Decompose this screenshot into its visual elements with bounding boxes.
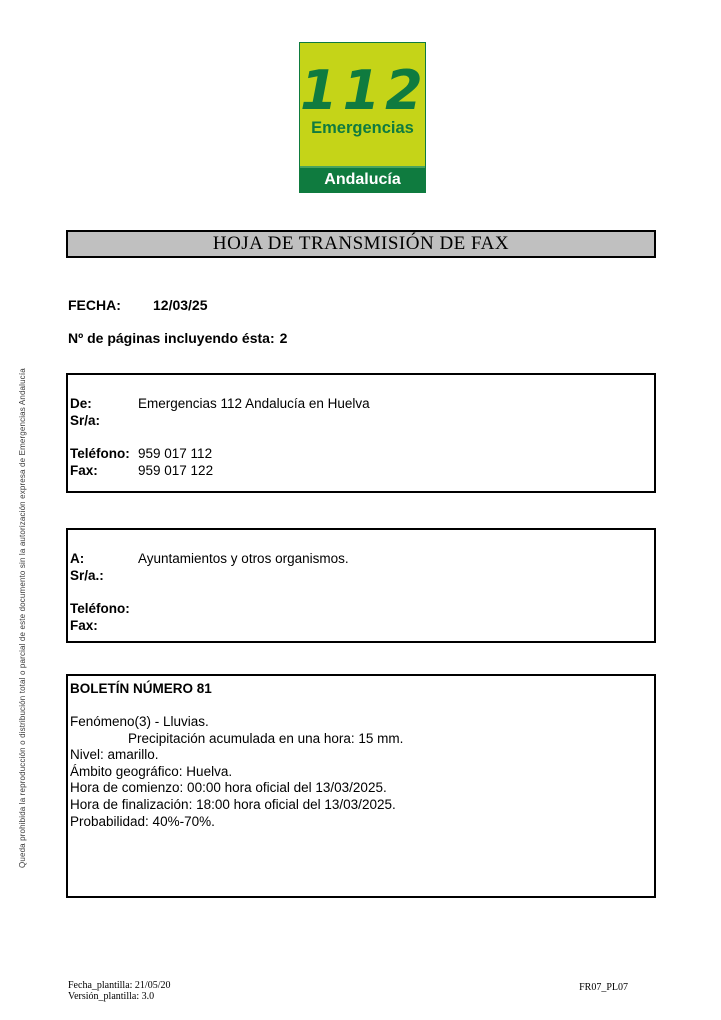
pages-label: Nº de páginas incluyendo ésta: — [68, 330, 275, 346]
logo-body — [300, 43, 428, 192]
logo-emergencias-label: Emergencias — [311, 119, 414, 137]
to-fax-row — [70, 617, 648, 634]
from-de-value: Emergencias 112 Andalucía en Huelva — [138, 396, 370, 411]
bulletin-line-nivel: Nivel: amarillo. — [70, 747, 159, 763]
to-box — [66, 528, 656, 643]
from-fax-value: 959 017 122 — [138, 463, 214, 478]
fecha-label: FECHA: — [68, 297, 121, 313]
from-fax-label: Fax: — [70, 463, 98, 478]
meta-section — [68, 297, 648, 346]
to-telefono-label: Teléfono: — [70, 601, 130, 616]
footer-template-version: Versión_plantilla: 3.0 — [68, 991, 155, 1002]
from-fax-row — [70, 462, 648, 479]
from-telefono-row — [70, 445, 648, 462]
fecha-value: 12/03/25 — [153, 297, 208, 313]
bulletin-line-comienzo: Hora de comienzo: 00:00 hora oficial del 13/03/2025. — [70, 780, 387, 796]
from-telefono-label: Teléfono: — [70, 446, 130, 461]
bulletin-line-finalizacion: Hora de finalización: 18:00 hora oficial del 13/03/2025. — [70, 796, 396, 812]
from-telefono-value: 959 017 112 — [138, 446, 213, 461]
to-sra-row — [70, 567, 648, 584]
bulletin-line-ambito: Ámbito geográfico: Huelva. — [70, 763, 233, 779]
footer-doc-code: FR07_PL07 — [579, 982, 628, 993]
footer-template-info — [68, 980, 170, 1002]
from-sra-row — [70, 412, 648, 429]
bulletin-line-probabilidad: Probabilidad: 40%-70%. — [70, 813, 215, 829]
side-copyright-note: Queda prohibida la reproducción o distribución total o parcial de este documento sin la autorización expresa de Emergencias Andalucía — [18, 368, 27, 868]
to-sra-label: Sr/a.: — [70, 568, 104, 583]
page-title: HOJA DE TRANSMISIÓN DE FAX — [212, 233, 510, 254]
pages-value: 2 — [279, 330, 288, 346]
to-a-row — [70, 550, 648, 567]
to-telefono-row — [70, 600, 648, 617]
footer-template-date: Fecha_plantilla: 21/05/20 — [68, 980, 171, 991]
emergencias-112-logo — [299, 42, 426, 193]
to-box-spacer — [70, 584, 648, 600]
bulletin-box — [66, 674, 656, 898]
fax-header-bar — [66, 230, 656, 258]
logo-112-number: 112 — [300, 59, 428, 122]
from-de-label: De: — [70, 396, 92, 411]
to-a-label: A: — [70, 551, 85, 566]
fecha-row — [68, 297, 648, 313]
bulletin-title: BOLETÍN NÚMERO 81 — [70, 681, 212, 696]
from-box-spacer — [70, 429, 648, 445]
bulletin-blank-line — [70, 697, 648, 714]
bulletin-line-precipitacion: Precipitación acumulada en una hora: 15 mm. — [128, 730, 404, 746]
from-box — [66, 373, 656, 493]
to-fax-label: Fax: — [70, 618, 98, 633]
logo-andalucia-bar: Andalucía — [300, 166, 425, 192]
from-de-row — [70, 395, 648, 412]
pages-row — [68, 330, 648, 346]
from-sra-label: Sr/a: — [70, 413, 101, 428]
to-a-value: Ayuntamientos y otros organismos. — [138, 551, 349, 566]
bulletin-line-fenomeno: Fenómeno(3) - Lluvias. — [70, 714, 209, 729]
